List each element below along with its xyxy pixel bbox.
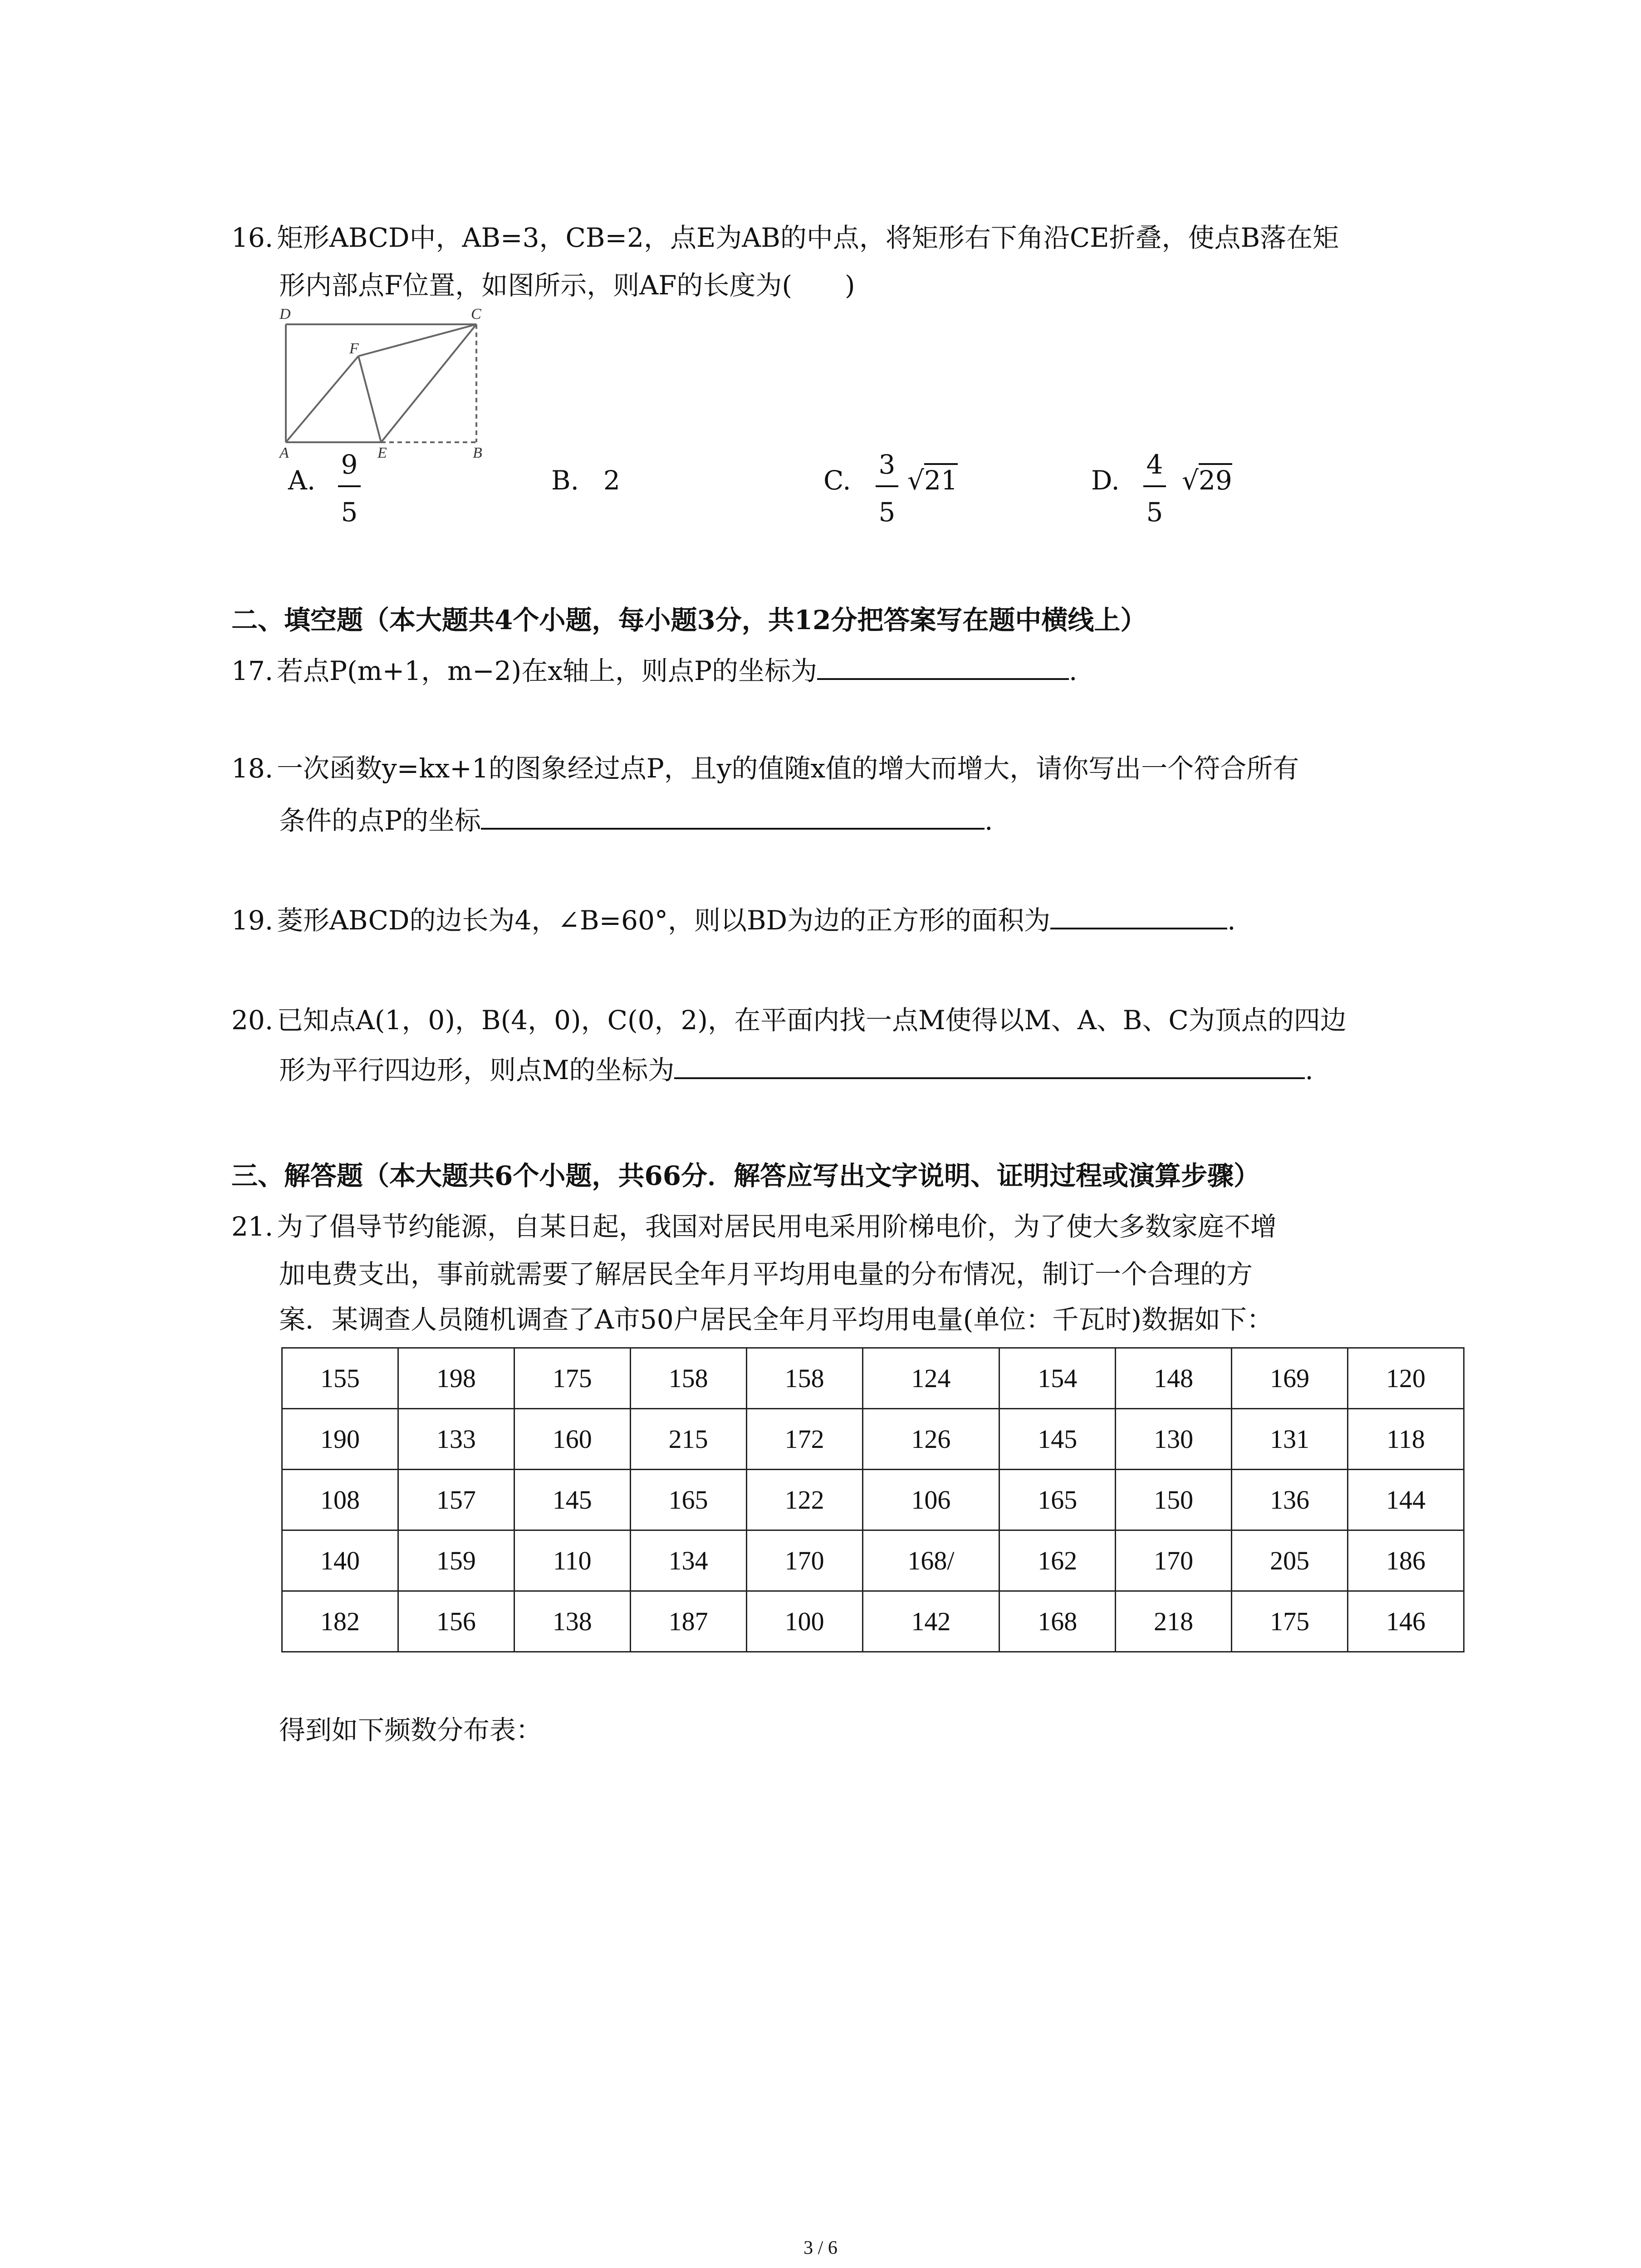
q18-line1	[231, 755, 1299, 782]
table-cell: 205	[1232, 1530, 1348, 1591]
option-a-label: A.	[288, 465, 316, 496]
fig-label-c: C	[471, 306, 481, 323]
table-cell: 158	[746, 1348, 862, 1409]
table-cell: 198	[398, 1348, 514, 1409]
q19	[231, 905, 1236, 934]
table-cell: 144	[1348, 1470, 1464, 1530]
table-cell: 100	[746, 1591, 862, 1652]
table-cell: 110	[514, 1530, 630, 1591]
page-number: 3 / 6	[803, 2238, 838, 2258]
q16-figure	[277, 297, 490, 460]
q19-number: 19.	[231, 905, 274, 936]
fig-label-d: D	[279, 306, 291, 323]
table-cell: 160	[514, 1409, 630, 1470]
table-cell: 165	[630, 1470, 746, 1530]
option-a-denominator: 5	[341, 497, 358, 528]
option-d-numerator: 4	[1146, 449, 1163, 480]
option-b-label: B.	[551, 465, 579, 496]
q19-answer-blank[interactable]	[1050, 905, 1227, 929]
table-cell: 162	[999, 1530, 1116, 1591]
q16-text1: 矩形ABCD中，AB=3，CB=2，点E为AB的中点，将矩形右下角沿CE折叠，使点B落在矩	[277, 222, 1339, 253]
table-cell: 168	[999, 1591, 1116, 1652]
table-cell: 172	[746, 1409, 862, 1470]
table-cell: 168/	[862, 1530, 999, 1591]
q21-after-table: 得到如下频数分布表：	[279, 1715, 543, 1745]
table-cell: 182	[282, 1591, 398, 1652]
table-cell: 215	[630, 1409, 746, 1470]
table-cell: 170	[746, 1530, 862, 1591]
q21-text1: 为了倡导节约能源，自某日起，我国对居民用电采用阶梯电价，为了使大多数家庭不增	[277, 1211, 1277, 1242]
q21-number: 21.	[231, 1211, 274, 1242]
q20-answer-blank[interactable]	[674, 1055, 1305, 1079]
table-cell: 108	[282, 1470, 398, 1530]
table-cell: 157	[398, 1470, 514, 1530]
table-cell: 158	[630, 1348, 746, 1409]
q19-text: 菱形ABCD的边长为4，∠B=60°，则以BD为边的正方形的面积为	[277, 905, 1051, 936]
table-cell: 124	[862, 1348, 999, 1409]
option-a-numerator: 9	[341, 449, 358, 480]
table-row	[282, 1470, 1464, 1530]
q19-end: .	[1227, 905, 1236, 936]
option-c-radicand: 21	[924, 463, 958, 496]
table-cell: 122	[746, 1470, 862, 1530]
electricity-data-table	[281, 1347, 1465, 1652]
q21-line1	[231, 1213, 1277, 1240]
section2-title: 二、填空题（本大题共4个小题，每小题3分，共12分把答案写在题中横线上）	[231, 605, 1147, 635]
table-cell: 150	[1116, 1470, 1232, 1530]
q18-text2: 条件的点P的坐标	[279, 805, 481, 836]
table-cell: 154	[999, 1348, 1116, 1409]
option-c-numerator: 3	[878, 449, 896, 480]
table-cell: 175	[1232, 1591, 1348, 1652]
q20-line1	[231, 1005, 1347, 1036]
q17-text: 若点P(m+1，m−2)在x轴上，则点P的坐标为	[277, 655, 818, 686]
option-b-value: 2	[603, 465, 620, 496]
q17-end: .	[1069, 655, 1078, 686]
q20-text1: 已知点A(1，0)，B(4，0)，C(0，2)，在平面内找一点M使得以M、A、B、C为顶点的四边	[277, 1005, 1347, 1036]
q20-line2	[279, 1055, 1313, 1083]
table-cell: 218	[1116, 1591, 1232, 1652]
table-cell: 165	[999, 1470, 1116, 1530]
table-cell: 134	[630, 1530, 746, 1591]
q17-answer-blank[interactable]	[817, 655, 1069, 680]
table-cell: 146	[1348, 1591, 1464, 1652]
table-cell: 170	[1116, 1530, 1232, 1591]
table-cell: 159	[398, 1530, 514, 1591]
fig-label-a: A	[279, 445, 289, 460]
table-cell: 120	[1348, 1348, 1464, 1409]
q18-number: 18.	[231, 753, 274, 784]
table-cell: 175	[514, 1348, 630, 1409]
q17	[231, 655, 1077, 684]
q20-text2: 形为平行四边形，则点M的坐标为	[279, 1055, 675, 1085]
table-cell: 138	[514, 1591, 630, 1652]
table-cell: 190	[282, 1409, 398, 1470]
option-d-sqrt: √29	[1182, 465, 1232, 496]
table-row	[282, 1591, 1464, 1652]
q21-line2: 加电费支出，事前就需要了解居民全年月平均用电量的分布情况，制订一个合理的方	[279, 1259, 1253, 1290]
q17-number: 17.	[231, 655, 274, 686]
q21-line3: 案．某调查人员随机调查了A市50户居民全年月平均用电量(单位：千瓦时)数据如下：	[279, 1304, 1273, 1335]
table-cell: 133	[398, 1409, 514, 1470]
section3-title: 三、解答题（本大题共6个小题，共66分．解答应写出文字说明、证明过程或演算步骤）	[231, 1160, 1260, 1191]
q18-text1: 一次函数y=kx+1的图象经过点P，且y的值随x值的增大而增大，请你写出一个符合所有	[277, 753, 1299, 784]
table-cell: 118	[1348, 1409, 1464, 1470]
q16-line2: 形内部点F位置，如图所示，则AF的长度为( )	[279, 270, 855, 301]
q18-answer-blank[interactable]	[481, 805, 985, 830]
option-d-label: D.	[1091, 465, 1120, 496]
table-cell: 142	[862, 1591, 999, 1652]
q16-line1	[231, 222, 1339, 253]
table-cell: 126	[862, 1409, 999, 1470]
q20-number: 20.	[231, 1005, 274, 1036]
table-cell: 145	[514, 1470, 630, 1530]
fig-label-f: F	[349, 340, 359, 357]
option-c-fraction-bar	[876, 485, 898, 487]
q18-line2	[279, 805, 993, 834]
table-cell: 187	[630, 1591, 746, 1652]
option-d-fraction-bar	[1143, 485, 1166, 487]
table-cell: 169	[1232, 1348, 1348, 1409]
option-c-label: C.	[823, 465, 851, 496]
option-a-fraction-bar	[338, 485, 361, 487]
table-cell: 136	[1232, 1470, 1348, 1530]
table-cell: 155	[282, 1348, 398, 1409]
q16-number: 16.	[231, 222, 274, 253]
table-cell: 131	[1232, 1409, 1348, 1470]
option-c-sqrt: √21	[907, 465, 958, 496]
table-cell: 106	[862, 1470, 999, 1530]
q20-end: .	[1305, 1055, 1313, 1085]
table-cell: 140	[282, 1530, 398, 1591]
table-cell: 148	[1116, 1348, 1232, 1409]
table-row	[282, 1530, 1464, 1591]
fig-label-e: E	[377, 445, 387, 460]
table-cell: 145	[999, 1409, 1116, 1470]
table-row	[282, 1409, 1464, 1470]
option-d-radicand: 29	[1199, 463, 1232, 496]
q18-end: .	[985, 805, 993, 836]
table-cell: 130	[1116, 1409, 1232, 1470]
table-cell: 186	[1348, 1530, 1464, 1591]
fig-label-b: B	[473, 445, 482, 460]
option-c-denominator: 5	[878, 497, 896, 528]
table-cell: 156	[398, 1591, 514, 1652]
option-d-denominator: 5	[1146, 497, 1163, 528]
table-row	[282, 1348, 1464, 1409]
